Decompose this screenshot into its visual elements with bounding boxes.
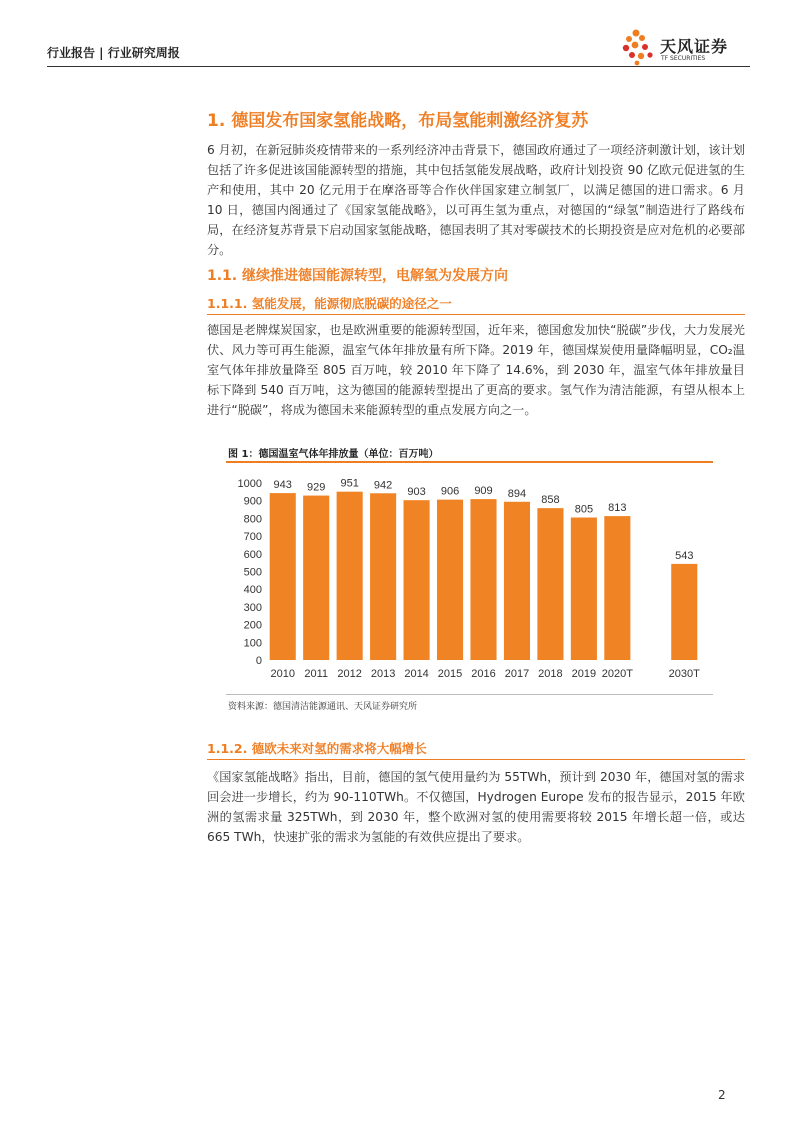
x-tick-label: 2014: [404, 668, 429, 680]
y-tick-label: 400: [243, 584, 262, 597]
value-label-2014: 903: [407, 486, 426, 499]
value-label-2018: 858: [541, 494, 560, 507]
section-1-1-2-paragraph: 《国家氢能战略》指出，目前，德国的氢气使用量约为 55TWh，预计到 2030 年，德国对氢的需求回会进一步增长，约为 90-110TWh。不仅德国，Hydrogen Europe 发布的报告显示，2015 年欧洲的氢需求量 325TWh，到 2030 年，整个欧洲对氢的使用需要将较 2015 年增长超一倍，或达 665 TWh，快速扩张的需求为氢能的有效供应提出了要求。: [207, 770, 745, 844]
y-tick-label: 200: [243, 619, 262, 632]
x-tick-label: 2030T: [668, 668, 700, 680]
y-tick-label: 600: [243, 548, 262, 561]
value-label-2015: 906: [440, 485, 460, 498]
section-1-1-2-heading: 1.1.2. 德欧未来对氢的需求将大幅增长: [207, 741, 427, 756]
header-divider: [47, 66, 750, 67]
y-tick-label: 500: [243, 566, 262, 579]
value-label-2012: 951: [340, 477, 359, 490]
x-tick-label: 2015: [437, 668, 463, 680]
figure-1-title: 图 1：德国温室气体年排放量（单位：百万吨）: [228, 449, 439, 460]
value-label-2016: 909: [474, 485, 493, 498]
value-label-2017: 894: [507, 487, 527, 500]
figure-1-top-rule: [226, 461, 713, 463]
bar-2011: [303, 496, 329, 660]
y-tick-label: 800: [243, 513, 262, 526]
section-1-1-1-divider: [207, 314, 745, 315]
figure-1-source: 资料来源：德国清洁能源通讯、天风证券研究所: [228, 702, 418, 712]
y-tick-label: 1000: [237, 478, 262, 490]
logo-text-en: TF SECURITIES: [661, 55, 706, 62]
x-tick-label: 2018: [538, 668, 563, 680]
x-tick-label: 2020T: [601, 668, 633, 680]
value-label-2011: 929: [307, 481, 326, 494]
logo-text-cn: 天风证券: [660, 37, 729, 56]
bar-2015: [437, 500, 463, 660]
emissions-bar-chart: [226, 465, 713, 693]
x-tick-label: 2016: [471, 668, 496, 680]
page-number: 2: [718, 1088, 726, 1102]
bar-2017: [504, 502, 530, 660]
y-tick-label: 900: [243, 495, 262, 508]
company-logo: [620, 28, 740, 66]
y-tick-label: 700: [243, 531, 262, 544]
value-label-2013: 942: [373, 479, 393, 492]
bar-2030T: [671, 564, 697, 660]
section-1-heading: 1. 德国发布国家氢能战略，布局氢能刺激经济复苏: [207, 111, 589, 131]
bar-2018: [537, 508, 563, 660]
section-1-paragraph: 6 月初，在新冠肺炎疫情带来的一系列经济冲击背景下，德国政府通过了一项经济刺激计划，该计划包括了许多促进该国能源转型的措施，其中包括氢能发展战略，政府计划投资 90 亿欧元促进氢的生产和使用，其中 20 亿元用于在摩洛哥等合作伙伴国家建立制氢厂，以满足德国的进口需求。6 月 10 日，德国内阁通过了《国家氢能战略》，以可再生氢为重点，对德国的“绿氢”制造进行了路线布局，在经济复苏背景下启动国家氢能战略，德国表明了其对零碳技术的长期投资是应对危机的必要部分。: [207, 143, 745, 257]
bar-2012: [337, 492, 363, 660]
x-tick-label: 2019: [571, 668, 597, 680]
section-1-1-heading: 1.1. 继续推进德国能源转型，电解氢为发展方向: [207, 268, 508, 284]
bar-2020T: [604, 516, 630, 660]
y-tick-label: 100: [243, 637, 262, 650]
value-label-2030T: 543: [675, 549, 694, 562]
report-category: 行业报告 | 行业研究周报: [47, 46, 180, 60]
bar-2014: [404, 500, 430, 660]
value-label-2010: 943: [273, 479, 292, 492]
x-tick-label: 2017: [504, 668, 530, 680]
x-tick-label: 2011: [304, 668, 329, 680]
y-tick-label: 0: [255, 655, 262, 667]
section-1-1-2-divider: [207, 759, 745, 760]
figure-1-bottom-rule: [226, 694, 713, 695]
bar-2010: [270, 493, 296, 660]
bar-2016: [470, 499, 496, 660]
y-tick-label: 300: [243, 601, 262, 614]
bar-2013: [370, 493, 396, 660]
value-label-2019: 805: [574, 503, 594, 516]
bar-2019: [571, 518, 597, 660]
section-1-1-1-paragraph: 德国是老牌煤炭国家，也是欧洲重要的能源转型国，近年来，德国愈发加快“脱碳”步伐，大力发展光伏、风力等可再生能源，温室气体年排放量有所下降。2019 年，德国煤炭使用量降幅明显，CO₂温室气体年排放量降至 805 百万吨，较 2010 年下降了 14.6%，到 2030 年，温室气体年排放量目标下降到 540 百万吨，这为德国的能源转型提出了更高的要求。氢气作为清洁能源，有望从根本上进行“脱碳”，将成为德国未来能源转型的重点发展方向之一。: [207, 323, 745, 417]
x-tick-label: 2012: [337, 668, 362, 680]
section-1-1-1-heading: 1.1.1. 氢能发展，能源彻底脱碳的途径之一: [207, 296, 452, 311]
logo-mark-icon: [620, 28, 658, 66]
x-tick-label: 2013: [370, 668, 396, 680]
value-label-2020T: 813: [608, 502, 627, 515]
x-tick-label: 2010: [270, 668, 295, 680]
